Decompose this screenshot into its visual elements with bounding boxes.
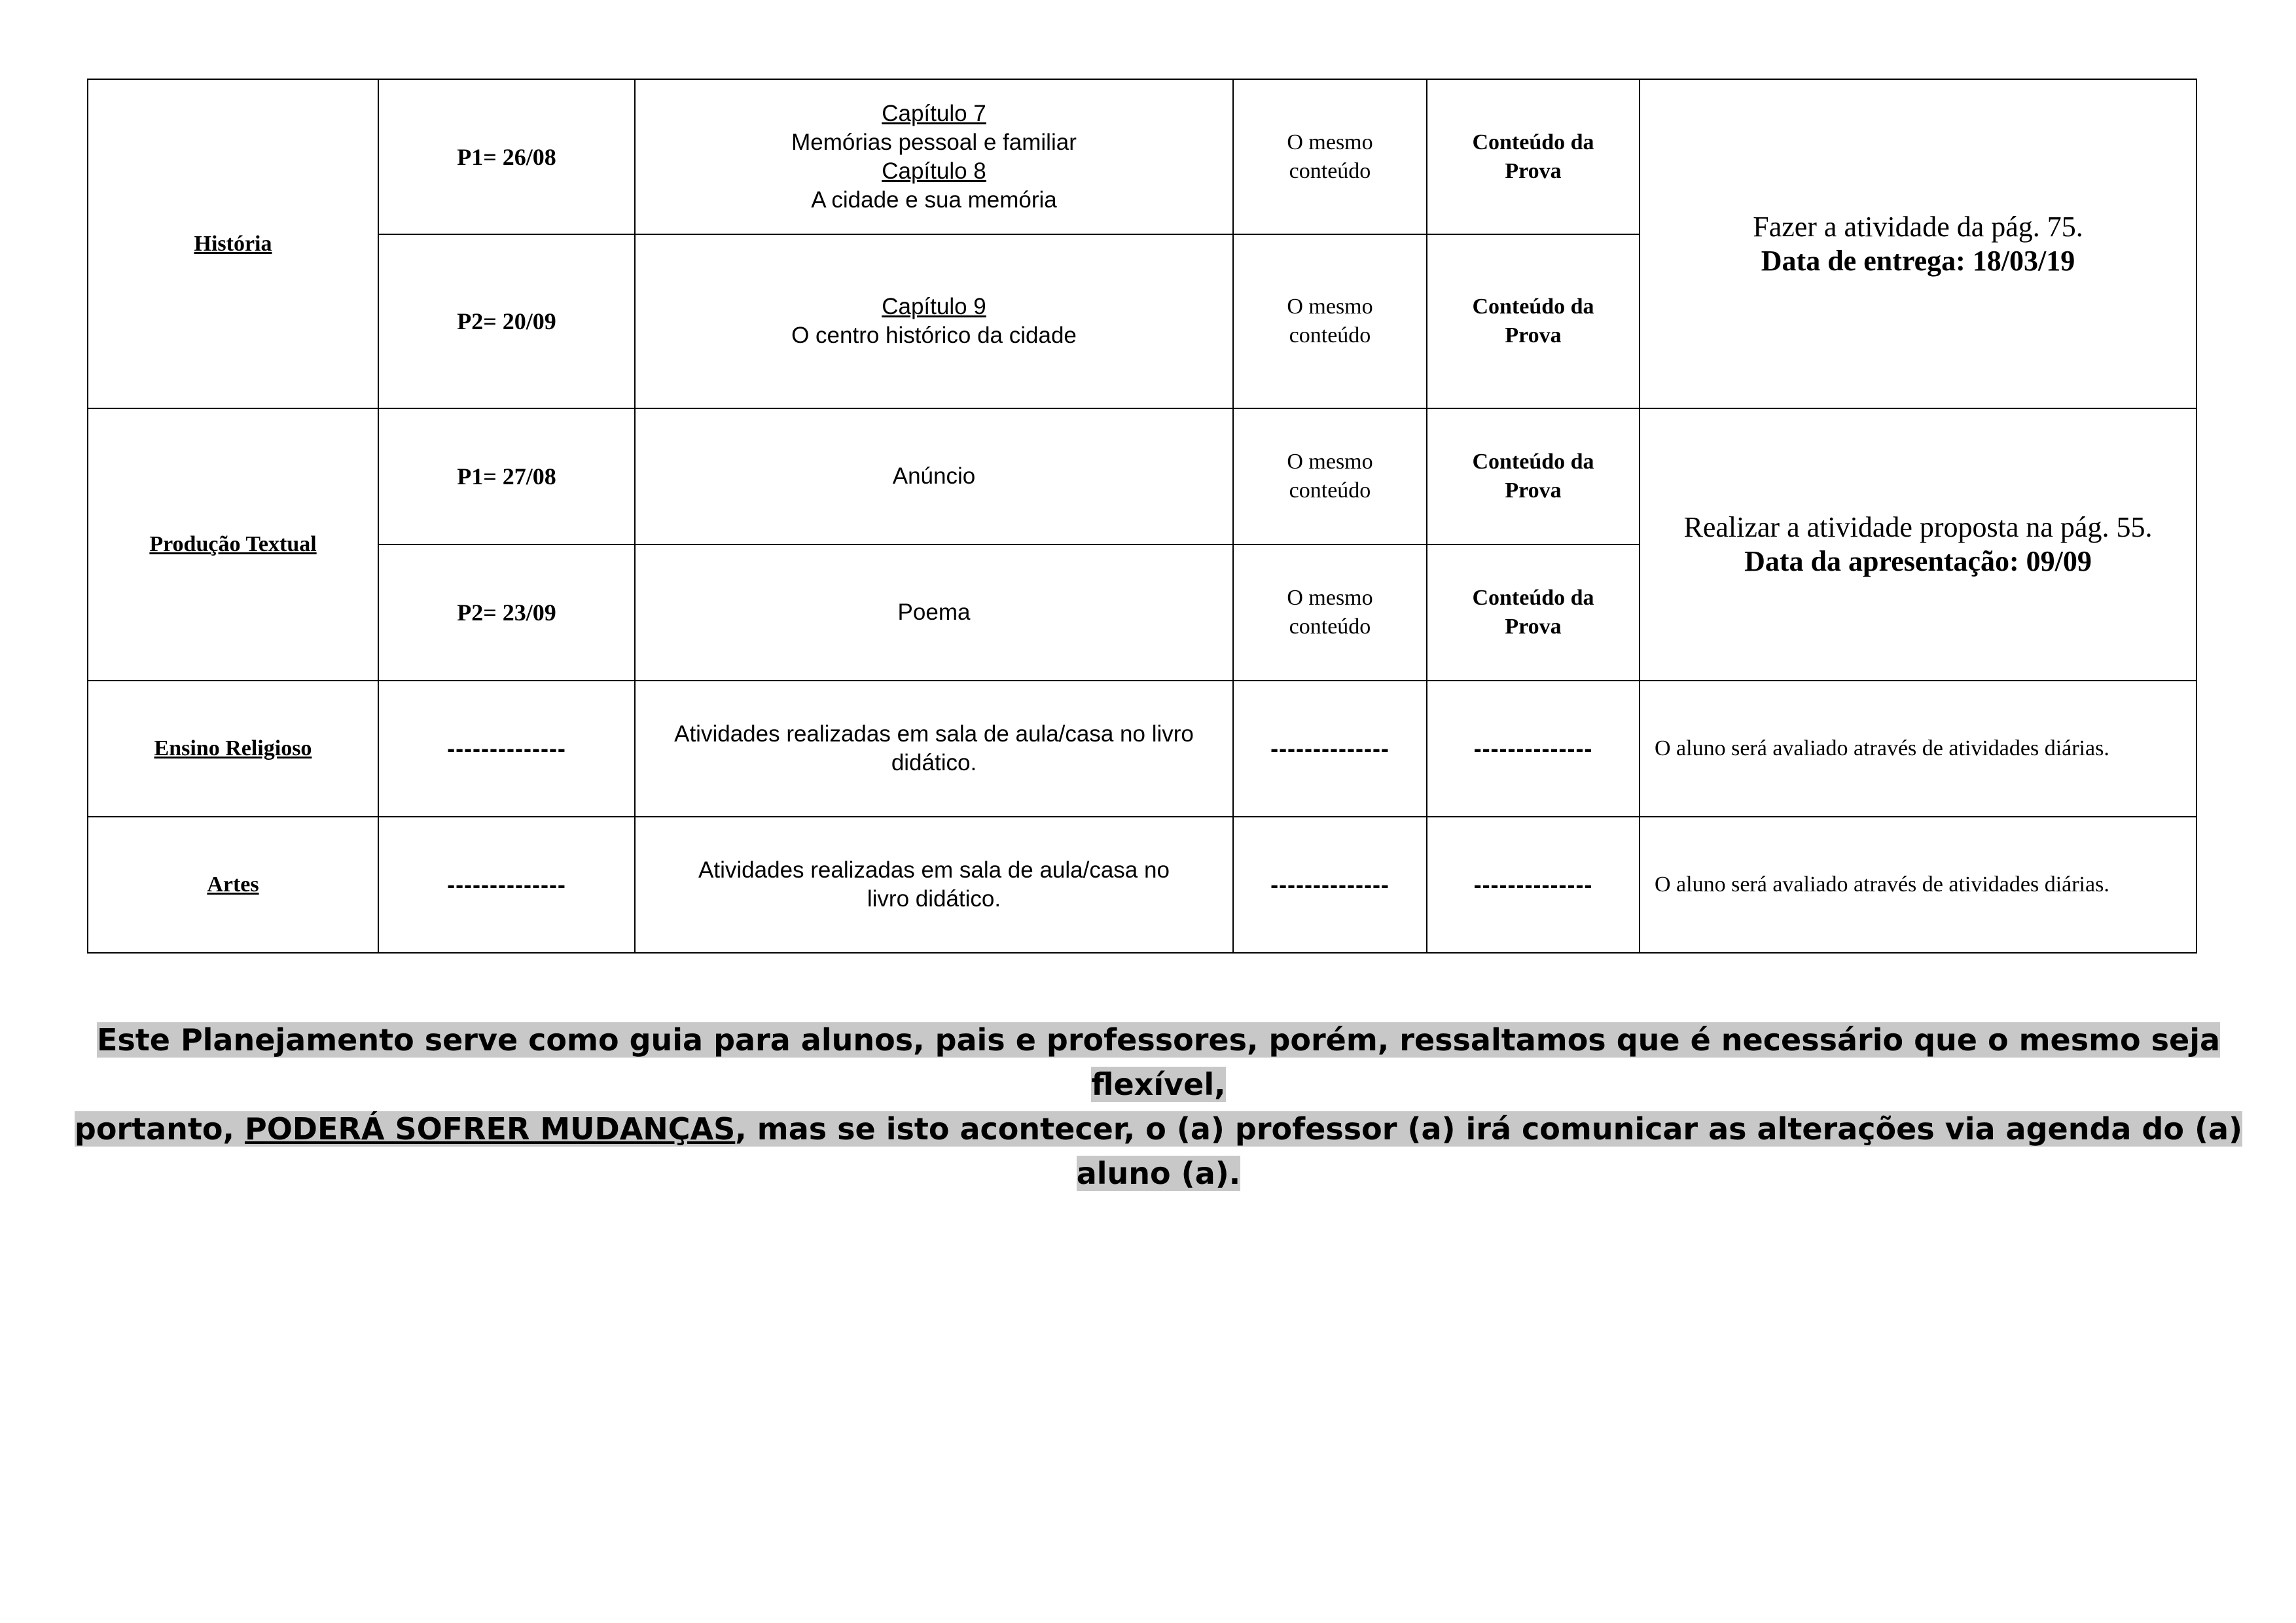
exam-content: Atividades realizadas em sala de aula/casa no livro didático. [635,681,1233,817]
recovery-content: -------------- [1233,817,1427,953]
exam-date: P1= 26/08 [378,79,635,234]
recovery-content: O mesmo conteúdo [1233,234,1427,408]
exam-date: P2= 23/09 [378,544,635,681]
recovery-content: O mesmo conteúdo [1233,79,1427,234]
activity-producao-textual: Realizar a atividade proposta na pág. 55. Data da apresentação: 09/09 [1640,408,2197,681]
note-line-2: portanto, PODERÁ SOFRER MUDANÇAS, mas se isto acontecer, o (a) professor (a) irá comunicar as alterações via agenda do (a) aluno (a). [74,1111,2243,1191]
exam-date: P1= 27/08 [378,408,635,544]
subject-historia: História [88,79,378,408]
assessment-content: Conteúdo da Prova [1427,79,1640,234]
planning-note [65,1018,2251,1196]
exam-content: Atividades realizadas em sala de aula/casa no livro didático. [635,817,1233,953]
planning-table [87,79,2197,954]
exam-date: P2= 20/09 [378,234,635,408]
exam-content: Capítulo 7 Memórias pessoal e familiar Capítulo 8 A cidade e sua memória [635,79,1233,234]
subject-artes: Artes [88,817,378,953]
assessment-content: -------------- [1427,681,1640,817]
subject-producao-textual: Produção Textual [88,408,378,681]
note-line-1: Este Planejamento serve como guia para alunos, pais e professores, porém, ressaltamos que é necessário que o mesmo seja flexível, [96,1022,2221,1102]
activity-ensino-religioso: O aluno será avaliado através de atividades diárias. [1640,681,2197,817]
note-warning: PODERÁ SOFRER MUDANÇAS [244,1111,736,1147]
exam-date: -------------- [378,817,635,953]
exam-content: Anúncio [635,408,1233,544]
activity-artes: O aluno será avaliado através de atividades diárias. [1640,817,2197,953]
subject-ensino-religioso: Ensino Religioso [88,681,378,817]
table-row [88,817,2197,953]
exam-content: Capítulo 9 O centro histórico da cidade [635,234,1233,408]
assessment-content: Conteúdo da Prova [1427,234,1640,408]
table-row [88,681,2197,817]
table-row [88,408,2197,544]
assessment-content: Conteúdo da Prova [1427,408,1640,544]
exam-content: Poema [635,544,1233,681]
recovery-content: O mesmo conteúdo [1233,408,1427,544]
table-row [88,79,2197,234]
assessment-content: Conteúdo da Prova [1427,544,1640,681]
activity-historia: Fazer a atividade da pág. 75. Data de entrega: 18/03/19 [1640,79,2197,408]
recovery-content: -------------- [1233,681,1427,817]
exam-date: -------------- [378,681,635,817]
recovery-content: O mesmo conteúdo [1233,544,1427,681]
assessment-content: -------------- [1427,817,1640,953]
